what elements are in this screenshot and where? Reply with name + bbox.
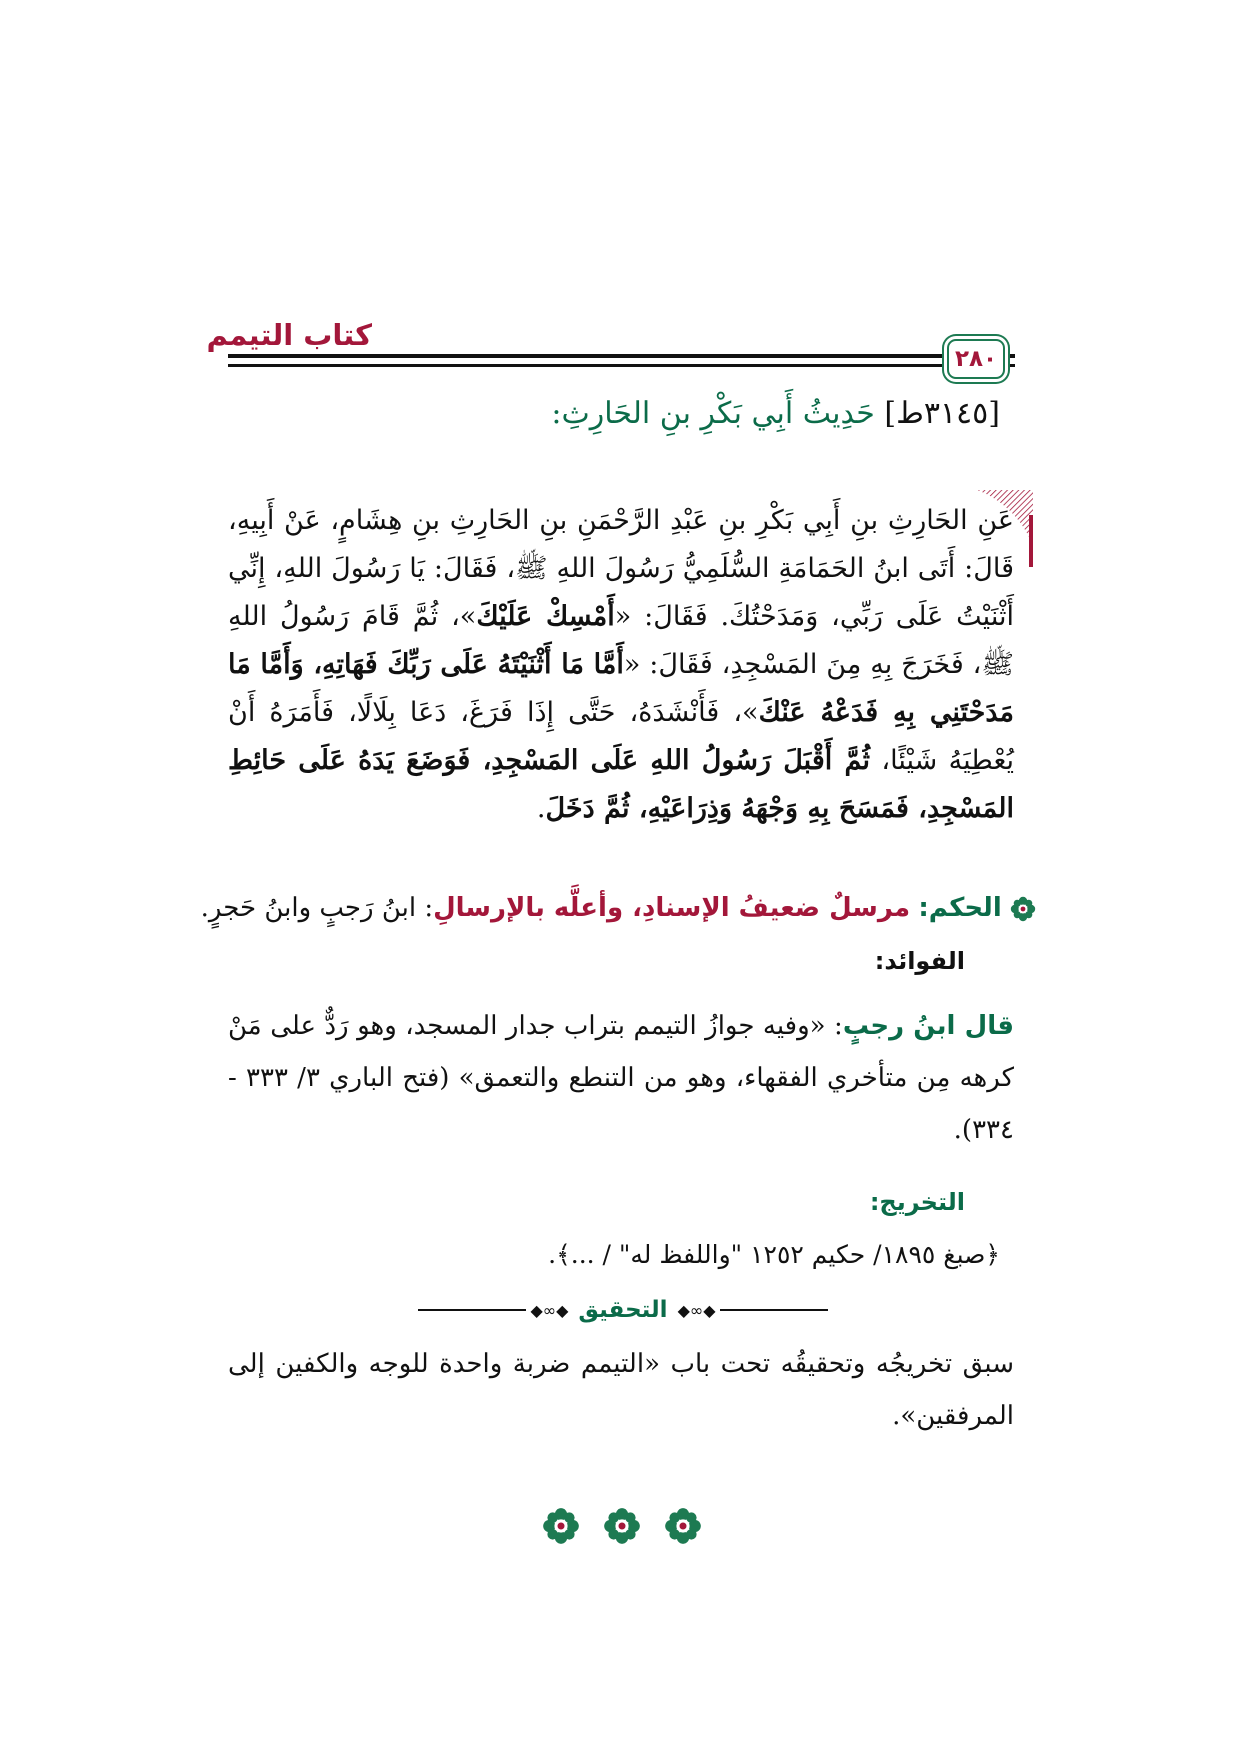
hadith-text-part: عَنِ الحَارِثِ بنِ أَبِي بَكْرِ بنِ عَبْدِ الرَّحْمَنِ بنِ الحَارِثِ بنِ هِشَامٍ، عَنْ أَبِيهِ، قَالَ: أَتَى ابنُ الحَمَامَةِ السُّلَمِيُّ رَسُولَ اللهِ ﷺ، فَقَالَ: يَا رَسُولَ اللهِ، إِنِّي أَثْنَيْتُ عَلَى رَبِّي، وَمَدَحْتُكَ. فَقَالَ: « [228, 505, 1014, 632]
flower-ornament-icon [664, 1507, 702, 1545]
divider-line [418, 1309, 526, 1311]
hadith-number: [٣١٤٥ط] [884, 396, 1000, 431]
tahqiq-divider [418, 1290, 828, 1330]
accent-side-bar [1029, 515, 1033, 567]
tahqiq-paragraph: سبق تخريجُه وتحقيقُه تحت باب «التيمم ضربة واحدة للوجه والكفين إلى المرفقين». [228, 1349, 1014, 1431]
ruling-line [200, 888, 1036, 928]
flower-ornament-icon [542, 1507, 580, 1545]
hadith-heading [551, 396, 1000, 431]
page-number-box [947, 339, 1005, 379]
benefits-quote: : «وفيه جوازُ التيمم بتراب جدار المسجد، وهو رَدٌّ على مَنْ كرهه مِن متأخري الفقهاء، وهو من التنطع والتعمق» (فتح الباري ٣/ ٣٣٣ - ٣٣٤). [228, 1011, 1014, 1145]
hadith-body [228, 497, 1014, 833]
takhrij-heading: التخريج: [869, 1188, 965, 1216]
benefits-paragraph [228, 1000, 1014, 1156]
hadith-title: حَدِيثُ أَبِي بَكْرِ بنِ الحَارِثِ: [551, 396, 875, 431]
divider-line [720, 1309, 828, 1311]
takhrij-sources: ﴿صبغ ١٨٩٥/ حكيم ١٢٥٢ "واللفظ له" / ...﴾. [548, 1240, 1000, 1269]
end-ornaments [542, 1507, 702, 1547]
hadith-bold-part: أَمَّا مَا أَثْنَيْتَهُ عَلَى رَبِّكَ فَهَاتِهِ، وَأَمَّا مَا مَدَحْتَنِي بِهِ فَدَعْهُ عَنْكَ [228, 649, 1014, 728]
tahqiq-heading: التحقيق [578, 1297, 668, 1323]
hadith-text-part: »، فَأَنْشَدَهُ، حَتَّى إِذَا فَرَغَ، دَعَا بِلَالًا، فَأَمَرَهُ أَنْ يُعْطِيَهُ شَيْئًا، [228, 697, 1014, 776]
page-number: ٢٨٠ [954, 346, 998, 372]
hadith-text-part: »، ثُمَّ قَامَ رَسُولُ اللهِ ﷺ، فَخَرَجَ بِهِ مِنَ المَسْجِدِ، فَقَالَ: « [228, 601, 1014, 680]
ruling-label: الحكم: [918, 893, 1002, 923]
ruling-authorities: : ابنُ رَجبٍ وابنُ حَجرٍ. [200, 893, 434, 923]
benefits-speaker: قال ابنُ رجبٍ [842, 1011, 1014, 1041]
hadith-bold-part: ثُمَّ أَقْبَلَ رَسُولُ اللهِ عَلَى المَسْجِدِ، فَوَضَعَ يَدَهُ عَلَى حَائِطِ المَسْجِدِ، فَمَسَحَ بِهِ وَجْهَهُ وَذِرَاعَيْهِ، ثُمَّ دَخَلَ [228, 745, 1014, 824]
ruling-verdict: مرسلٌ ضعيفُ الإسنادِ، وأعلَّه بالإرسالِ [433, 893, 911, 923]
benefits-heading: الفوائد: [874, 947, 965, 975]
flower-ornament-icon [603, 1507, 641, 1545]
hadith-bold-part: أَمْسِكْ عَلَيْكَ [476, 601, 615, 632]
divider-knot-icon: ◆∞◆ [677, 1300, 716, 1320]
header-rule-bottom [228, 364, 1015, 367]
flower-ornament-icon [1010, 896, 1036, 922]
running-header-book-title: كتاب التيمم [206, 318, 372, 352]
header-rule-top [228, 354, 1015, 358]
divider-knot-icon: ◆∞◆ [530, 1300, 569, 1320]
hadith-text-end: . [536, 793, 546, 824]
